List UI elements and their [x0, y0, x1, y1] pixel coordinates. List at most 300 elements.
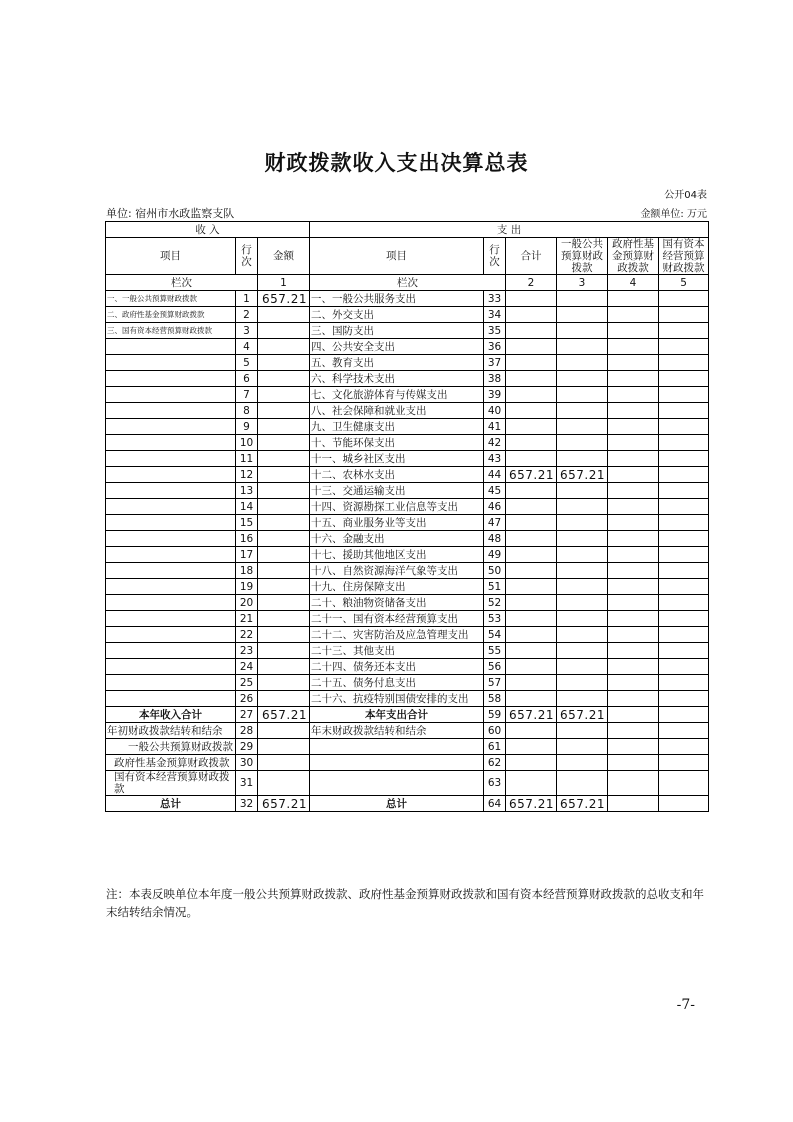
income-amount — [258, 483, 310, 499]
expense-fund — [608, 499, 659, 515]
col-income-row-no: 行次 — [236, 238, 258, 275]
income-item — [106, 387, 236, 403]
expense-row-no: 64 — [484, 796, 506, 812]
expense-row-no: 33 — [484, 291, 506, 307]
expense-general — [557, 563, 608, 579]
expense-soe — [659, 691, 709, 707]
expense-soe — [659, 771, 709, 796]
income-amount — [258, 755, 310, 771]
expense-general — [557, 739, 608, 755]
expense-total — [506, 627, 557, 643]
income-item — [106, 595, 236, 611]
index-soe: 5 — [659, 275, 709, 291]
expense-general — [557, 499, 608, 515]
index-total: 2 — [506, 275, 557, 291]
expense-fund — [608, 755, 659, 771]
income-item: 国有资本经营预算财政拨款 — [106, 771, 236, 796]
expense-total — [506, 595, 557, 611]
expense-row-no: 36 — [484, 339, 506, 355]
expense-total — [506, 339, 557, 355]
expense-soe — [659, 515, 709, 531]
column-header-row — [106, 238, 709, 275]
expense-fund — [608, 723, 659, 739]
expense-fund — [608, 771, 659, 796]
income-amount — [258, 675, 310, 691]
income-amount — [258, 339, 310, 355]
income-amount — [258, 419, 310, 435]
expense-fund — [608, 531, 659, 547]
index-amount: 1 — [258, 275, 310, 291]
expense-general — [557, 723, 608, 739]
income-row-no: 3 — [236, 323, 258, 339]
expense-row-no: 51 — [484, 579, 506, 595]
income-item — [106, 563, 236, 579]
income-row-no: 29 — [236, 739, 258, 755]
income-row-no: 32 — [236, 796, 258, 812]
expense-soe — [659, 755, 709, 771]
table-row — [106, 291, 709, 307]
expense-general — [557, 595, 608, 611]
expense-general: 657.21 — [557, 467, 608, 483]
index-fund: 4 — [608, 275, 659, 291]
expense-soe — [659, 435, 709, 451]
expense-item: 四、公共安全支出 — [310, 339, 484, 355]
table-row — [106, 595, 709, 611]
expense-item: 十三、交通运输支出 — [310, 483, 484, 499]
expense-fund — [608, 291, 659, 307]
expense-row-no: 55 — [484, 643, 506, 659]
expense-header: 支 出 — [310, 222, 709, 238]
table-row — [106, 387, 709, 403]
col-income-item: 项目 — [106, 238, 236, 275]
expense-fund — [608, 403, 659, 419]
income-item — [106, 643, 236, 659]
expense-row-no: 35 — [484, 323, 506, 339]
expense-row-no: 50 — [484, 563, 506, 579]
expense-general — [557, 691, 608, 707]
expense-fund — [608, 467, 659, 483]
expense-fund — [608, 579, 659, 595]
expense-soe — [659, 419, 709, 435]
table-row — [106, 515, 709, 531]
expense-general — [557, 371, 608, 387]
index-label-income: 栏次 — [106, 275, 258, 291]
expense-total — [506, 691, 557, 707]
expense-general — [557, 515, 608, 531]
expense-total — [506, 387, 557, 403]
expense-row-no: 40 — [484, 403, 506, 419]
income-amount — [258, 387, 310, 403]
expense-total — [506, 435, 557, 451]
income-row-no: 15 — [236, 515, 258, 531]
income-amount: 657.21 — [258, 291, 310, 307]
expense-row-no: 52 — [484, 595, 506, 611]
expense-fund — [608, 387, 659, 403]
index-label-expense: 栏次 — [310, 275, 506, 291]
expense-row-no: 38 — [484, 371, 506, 387]
expense-row-no: 34 — [484, 307, 506, 323]
expense-row-no: 59 — [484, 707, 506, 723]
expense-item: 十二、农林水支出 — [310, 467, 484, 483]
expense-fund — [608, 659, 659, 675]
expense-general — [557, 483, 608, 499]
expense-general — [557, 339, 608, 355]
income-row-no: 30 — [236, 755, 258, 771]
expense-item: 八、社会保障和就业支出 — [310, 403, 484, 419]
expense-fund — [608, 611, 659, 627]
income-row-no: 4 — [236, 339, 258, 355]
expense-fund — [608, 643, 659, 659]
income-amount — [258, 307, 310, 323]
expense-soe — [659, 723, 709, 739]
expense-item: 六、科学技术支出 — [310, 371, 484, 387]
expense-total — [506, 659, 557, 675]
expense-item: 本年支出合计 — [310, 707, 484, 723]
expense-item: 二十四、债务还本支出 — [310, 659, 484, 675]
expense-total — [506, 563, 557, 579]
footnote: 注：本表反映单位本年度一般公共预算财政拨款、政府性基金预算财政拨款和国有资本经营预算财政拨款的总收支和年末结转结余情况。 — [106, 887, 704, 919]
table-row — [106, 547, 709, 563]
table-row — [106, 675, 709, 691]
expense-fund — [608, 515, 659, 531]
expense-total — [506, 483, 557, 499]
expense-soe — [659, 643, 709, 659]
income-row-no: 25 — [236, 675, 258, 691]
expense-item: 二十五、债务付息支出 — [310, 675, 484, 691]
expense-soe — [659, 675, 709, 691]
page-number: -7- — [676, 997, 695, 1013]
income-amount — [258, 643, 310, 659]
expense-total — [506, 355, 557, 371]
table-row — [106, 611, 709, 627]
expense-general — [557, 611, 608, 627]
income-amount — [258, 627, 310, 643]
expense-row-no: 63 — [484, 771, 506, 796]
expense-fund — [608, 707, 659, 723]
expense-fund — [608, 595, 659, 611]
income-row-no: 5 — [236, 355, 258, 371]
expense-soe — [659, 387, 709, 403]
expense-fund — [608, 675, 659, 691]
income-amount: 657.21 — [258, 796, 310, 812]
income-amount — [258, 547, 310, 563]
income-item — [106, 355, 236, 371]
unit-label: 单位: 宿州市水政监察支队 — [106, 207, 235, 220]
expense-general — [557, 307, 608, 323]
income-row-no: 16 — [236, 531, 258, 547]
expense-general — [557, 403, 608, 419]
expense-row-no: 41 — [484, 419, 506, 435]
income-item — [106, 371, 236, 387]
expense-soe — [659, 611, 709, 627]
income-row-no: 11 — [236, 451, 258, 467]
income-amount — [258, 723, 310, 739]
income-row-no: 1 — [236, 291, 258, 307]
col-income-amount: 金额 — [258, 238, 310, 275]
income-amount — [258, 451, 310, 467]
expense-total — [506, 723, 557, 739]
income-item: 本年收入合计 — [106, 707, 236, 723]
income-row-no: 14 — [236, 499, 258, 515]
expense-item: 九、卫生健康支出 — [310, 419, 484, 435]
expense-general — [557, 643, 608, 659]
expense-general — [557, 771, 608, 796]
expense-item — [310, 739, 484, 755]
expense-total — [506, 531, 557, 547]
expense-total — [506, 547, 557, 563]
expense-soe — [659, 483, 709, 499]
table-row — [106, 307, 709, 323]
expense-total — [506, 403, 557, 419]
expense-fund — [608, 435, 659, 451]
expense-total — [506, 307, 557, 323]
income-item — [106, 627, 236, 643]
table-row — [106, 403, 709, 419]
income-amount — [258, 323, 310, 339]
income-amount — [258, 499, 310, 515]
income-item: 政府性基金预算财政拨款 — [106, 755, 236, 771]
expense-soe — [659, 707, 709, 723]
expense-item: 二十一、国有资本经营预算支出 — [310, 611, 484, 627]
carryover-row — [106, 771, 709, 796]
expense-row-no: 62 — [484, 755, 506, 771]
expense-general — [557, 579, 608, 595]
income-amount — [258, 579, 310, 595]
table-row — [106, 563, 709, 579]
expense-fund — [608, 691, 659, 707]
income-amount — [258, 691, 310, 707]
expense-item: 二、外交支出 — [310, 307, 484, 323]
expense-item: 二十三、其他支出 — [310, 643, 484, 659]
income-item — [106, 435, 236, 451]
table-row — [106, 371, 709, 387]
table-row — [106, 579, 709, 595]
income-row-no: 22 — [236, 627, 258, 643]
expense-general — [557, 323, 608, 339]
expense-total — [506, 755, 557, 771]
expense-soe — [659, 627, 709, 643]
income-row-no: 21 — [236, 611, 258, 627]
income-item — [106, 515, 236, 531]
expense-item — [310, 755, 484, 771]
table-row — [106, 467, 709, 483]
table-row — [106, 627, 709, 643]
income-row-no: 17 — [236, 547, 258, 563]
expense-row-no: 57 — [484, 675, 506, 691]
expense-item: 总计 — [310, 796, 484, 812]
expense-total: 657.21 — [506, 796, 557, 812]
expense-total — [506, 675, 557, 691]
carryover-row — [106, 739, 709, 755]
expense-general — [557, 755, 608, 771]
expense-item: 十六、金融支出 — [310, 531, 484, 547]
table-row — [106, 355, 709, 371]
expense-item: 十一、城乡社区支出 — [310, 451, 484, 467]
expense-general — [557, 355, 608, 371]
income-header: 收 入 — [106, 222, 310, 238]
income-amount — [258, 435, 310, 451]
income-item — [106, 339, 236, 355]
table-row — [106, 659, 709, 675]
table-row — [106, 643, 709, 659]
expense-item: 二十二、灾害防治及应急管理支出 — [310, 627, 484, 643]
expense-row-no: 43 — [484, 451, 506, 467]
col-total: 合计 — [506, 238, 557, 275]
expense-total — [506, 739, 557, 755]
page-title: 财政拨款收入支出决算总表 — [264, 151, 529, 175]
col-expense-item: 项目 — [310, 238, 484, 275]
income-item — [106, 611, 236, 627]
expense-soe — [659, 579, 709, 595]
expense-soe — [659, 339, 709, 355]
expense-item: 十、节能环保支出 — [310, 435, 484, 451]
expense-row-no: 60 — [484, 723, 506, 739]
table-row — [106, 483, 709, 499]
expense-soe — [659, 739, 709, 755]
table-row — [106, 435, 709, 451]
expense-general — [557, 675, 608, 691]
income-row-no: 19 — [236, 579, 258, 595]
expense-total — [506, 611, 557, 627]
expense-fund — [608, 419, 659, 435]
expense-total — [506, 323, 557, 339]
income-row-no: 12 — [236, 467, 258, 483]
income-row-no: 31 — [236, 771, 258, 796]
table-row — [106, 451, 709, 467]
expense-row-no: 47 — [484, 515, 506, 531]
expense-soe — [659, 595, 709, 611]
expense-soe — [659, 659, 709, 675]
expense-fund — [608, 739, 659, 755]
expense-row-no: 42 — [484, 435, 506, 451]
income-item: 一、一般公共预算财政拨款 — [106, 291, 236, 307]
expense-total — [506, 419, 557, 435]
income-item — [106, 483, 236, 499]
expense-fund — [608, 323, 659, 339]
table-row — [106, 339, 709, 355]
expense-soe — [659, 371, 709, 387]
income-row-no: 24 — [236, 659, 258, 675]
income-amount — [258, 515, 310, 531]
expense-fund — [608, 451, 659, 467]
expense-row-no: 49 — [484, 547, 506, 563]
col-soe: 国有资本经营预算财政拨款 — [659, 238, 709, 275]
income-amount — [258, 403, 310, 419]
expense-item: 十七、援助其他地区支出 — [310, 547, 484, 563]
income-item: 三、国有资本经营预算财政拨款 — [106, 323, 236, 339]
index-general: 3 — [557, 275, 608, 291]
col-expense-row-no: 行次 — [484, 238, 506, 275]
expense-row-no: 53 — [484, 611, 506, 627]
income-amount — [258, 531, 310, 547]
expense-row-no: 54 — [484, 627, 506, 643]
expense-item: 十八、自然资源海洋气象等支出 — [310, 563, 484, 579]
expense-soe — [659, 355, 709, 371]
expense-item: 七、文化旅游体育与传媒支出 — [310, 387, 484, 403]
carryover-row — [106, 755, 709, 771]
expense-item: 五、教育支出 — [310, 355, 484, 371]
expense-general — [557, 627, 608, 643]
income-item — [106, 467, 236, 483]
income-row-no: 13 — [236, 483, 258, 499]
income-row-no: 26 — [236, 691, 258, 707]
income-amount — [258, 739, 310, 755]
col-fund: 政府性基金预算财政拨款 — [608, 238, 659, 275]
col-general: 一般公共预算财政拨款 — [557, 238, 608, 275]
income-item — [106, 451, 236, 467]
table-row — [106, 531, 709, 547]
expense-general — [557, 387, 608, 403]
income-amount — [258, 611, 310, 627]
income-amount — [258, 659, 310, 675]
column-index-row — [106, 275, 709, 291]
currency-label: 金额单位: 万元 — [640, 209, 707, 220]
expense-row-no: 48 — [484, 531, 506, 547]
income-row-no: 7 — [236, 387, 258, 403]
expense-fund — [608, 796, 659, 812]
income-row-no: 8 — [236, 403, 258, 419]
expense-fund — [608, 339, 659, 355]
expense-item: 一、一般公共服务支出 — [310, 291, 484, 307]
grand-total-row — [106, 796, 709, 812]
income-item: 一般公共预算财政拨款 — [106, 739, 236, 755]
expense-soe — [659, 323, 709, 339]
income-row-no: 9 — [236, 419, 258, 435]
expense-soe — [659, 547, 709, 563]
income-amount — [258, 355, 310, 371]
expense-fund — [608, 547, 659, 563]
expense-general — [557, 419, 608, 435]
income-amount — [258, 467, 310, 483]
carryover-row — [106, 723, 709, 739]
income-row-no: 23 — [236, 643, 258, 659]
income-row-no: 10 — [236, 435, 258, 451]
expense-total — [506, 291, 557, 307]
expense-total — [506, 515, 557, 531]
income-amount — [258, 371, 310, 387]
expense-general — [557, 659, 608, 675]
expense-item — [310, 771, 484, 796]
expense-fund — [608, 355, 659, 371]
expense-soe — [659, 531, 709, 547]
income-item — [106, 531, 236, 547]
expense-total — [506, 371, 557, 387]
income-item — [106, 547, 236, 563]
income-item: 年初财政拨款结转和结余 — [106, 723, 236, 739]
income-item — [106, 691, 236, 707]
income-amount: 657.21 — [258, 707, 310, 723]
income-amount — [258, 595, 310, 611]
expense-total — [506, 579, 557, 595]
income-row-no: 6 — [236, 371, 258, 387]
expense-soe — [659, 451, 709, 467]
expense-row-no: 45 — [484, 483, 506, 499]
section-header-row — [106, 222, 709, 238]
expense-total: 657.21 — [506, 467, 557, 483]
income-amount — [258, 771, 310, 796]
expense-item: 二十、粮油物资储备支出 — [310, 595, 484, 611]
expense-soe — [659, 796, 709, 812]
expense-general: 657.21 — [557, 707, 608, 723]
income-item — [106, 499, 236, 515]
expense-soe — [659, 291, 709, 307]
expense-item: 三、国防支出 — [310, 323, 484, 339]
expense-total — [506, 499, 557, 515]
expense-fund — [608, 563, 659, 579]
expense-row-no: 61 — [484, 739, 506, 755]
income-item: 二、政府性基金预算财政拨款 — [106, 307, 236, 323]
expense-general — [557, 531, 608, 547]
